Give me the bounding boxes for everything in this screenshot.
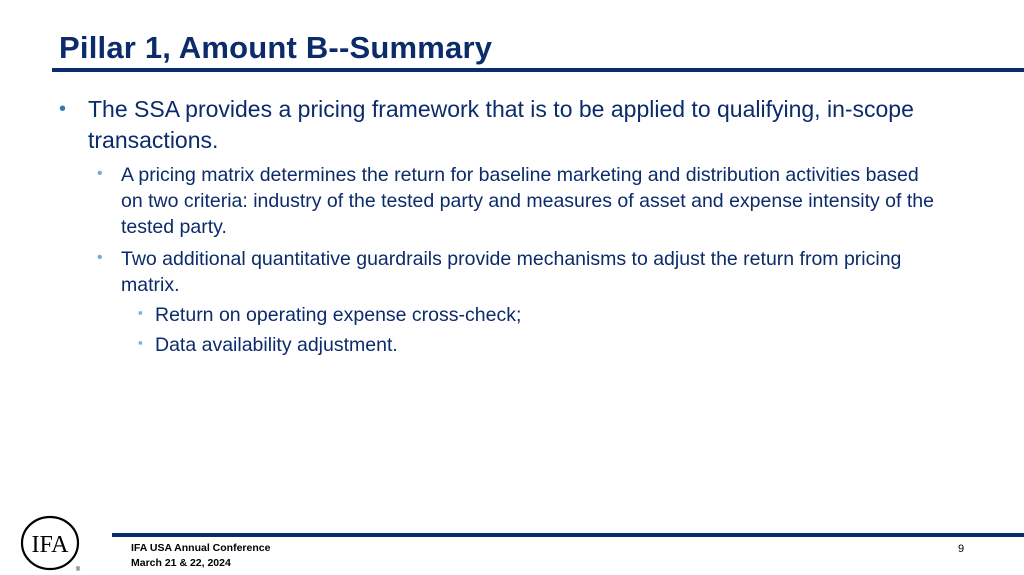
footer-divider bbox=[112, 533, 1024, 537]
footer-conference-name: IFA USA Annual Conference bbox=[131, 542, 271, 554]
bullet-text: Return on operating expense cross-check; bbox=[155, 304, 522, 326]
bullet-text: Two additional quantitative guardrails provide mechanisms to adjust the return from pricing matrix. bbox=[121, 248, 902, 296]
bullet-level-3 bbox=[59, 332, 959, 358]
footer-conference-info bbox=[131, 541, 270, 571]
footer-conference-date: March 21 & 22, 2024 bbox=[131, 557, 231, 569]
ifa-logo-icon bbox=[18, 515, 84, 573]
slide-title: Pillar 1, Amount B--Summary bbox=[59, 30, 493, 65]
bullet-level-3 bbox=[59, 302, 959, 328]
bullet-text: A pricing matrix determines the return for baseline marketing and distribution activities based on two criteria: industry of the tested party and measures of asset and expense intensity of the tested party. bbox=[121, 164, 934, 238]
bullet-dot-icon: • bbox=[59, 98, 67, 120]
registered-mark: ® bbox=[75, 567, 81, 573]
bullet-level-1 bbox=[59, 94, 959, 156]
title-divider bbox=[52, 68, 1024, 72]
bullet-square-icon: ▪ bbox=[138, 305, 143, 320]
bullet-level-2 bbox=[59, 162, 941, 240]
bullet-text: The SSA provides a pricing framework that is to be applied to qualifying, in-scope transactions. bbox=[88, 96, 914, 153]
bullet-text: Data availability adjustment. bbox=[155, 334, 398, 356]
bullet-dot-icon: • bbox=[97, 165, 103, 182]
slide-content bbox=[59, 94, 959, 358]
bullet-square-icon: ▪ bbox=[138, 335, 143, 350]
logo-text: IFA bbox=[31, 532, 69, 558]
page-number: 9 bbox=[958, 543, 965, 555]
bullet-dot-icon: • bbox=[97, 249, 103, 266]
bullet-level-2 bbox=[59, 246, 941, 298]
